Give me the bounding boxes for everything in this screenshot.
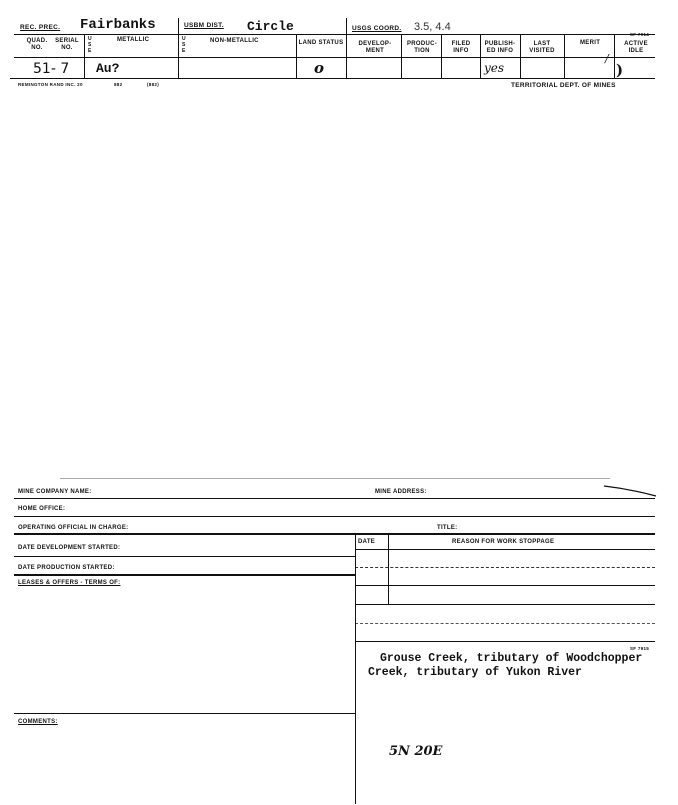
title-label: TITLE: bbox=[437, 525, 458, 531]
serial-no-header: SERIAL NO. bbox=[55, 38, 79, 51]
print-code-2: (882) bbox=[147, 82, 160, 87]
usgs-coord-value: 3.5, 4.4 bbox=[414, 21, 451, 33]
operating-official-label: OPERATING OFFICIAL IN CHARGE: bbox=[18, 525, 129, 531]
divider bbox=[401, 34, 402, 78]
rule bbox=[14, 498, 655, 499]
merit-value: / bbox=[605, 52, 609, 65]
rule bbox=[355, 567, 655, 568]
printer-credit: REMINGTON RAND INC. 20 bbox=[18, 82, 83, 87]
rule bbox=[14, 516, 655, 517]
divider bbox=[84, 34, 85, 78]
rule bbox=[355, 604, 655, 605]
use-metallic-header: U S E bbox=[88, 36, 92, 54]
production-started-label: DATE PRODUCTION STARTED: bbox=[18, 565, 115, 571]
rule bbox=[14, 574, 355, 576]
last-visited-header: LAST VISITED bbox=[529, 41, 555, 54]
form-number: SF 7914 bbox=[630, 32, 650, 37]
divider bbox=[388, 534, 389, 604]
land-status-header: LAND STATUS bbox=[298, 40, 344, 46]
divider bbox=[614, 34, 615, 78]
print-code: 882 bbox=[114, 82, 123, 87]
divider bbox=[178, 18, 179, 78]
use-nonmetallic-header: U S E bbox=[182, 36, 186, 54]
land-status-value: o bbox=[314, 59, 325, 77]
usgs-coord-label: USGS COORD. bbox=[352, 25, 402, 32]
rule bbox=[14, 34, 655, 35]
merit-header: MERIT bbox=[580, 40, 601, 46]
township-range-note: 5N 20E bbox=[389, 744, 443, 759]
quad-no-header: QUAD. NO. bbox=[26, 38, 48, 51]
published-info-header: PUBLISH- ED INFO bbox=[484, 41, 516, 54]
rule bbox=[14, 713, 355, 714]
rule bbox=[14, 556, 355, 557]
mine-company-label: MINE COMPANY NAME: bbox=[18, 489, 92, 495]
rec-prec-value: Fairbanks bbox=[80, 17, 156, 33]
reason-column-label: REASON FOR WORK STOPPAGE bbox=[452, 539, 555, 545]
location-line-1: Grouse Creek, tributary of Woodchopper bbox=[380, 652, 643, 665]
rule bbox=[355, 585, 655, 586]
date-column-label: DATE bbox=[358, 539, 376, 545]
rec-prec-label: REC. PREC. bbox=[20, 24, 61, 31]
rule bbox=[355, 623, 655, 624]
mine-address-label: MINE ADDRESS: bbox=[375, 489, 427, 495]
pen-stroke-icon bbox=[600, 480, 660, 500]
form-number-2: SF 7915 bbox=[630, 646, 650, 651]
active-idle-header: ACTIVE IDLE bbox=[624, 41, 648, 54]
issuer-name: TERRITORIAL DEPT. OF MINES bbox=[511, 82, 616, 89]
metallic-header: METALLIC bbox=[117, 37, 150, 43]
non-metallic-header: NON-METALLIC bbox=[210, 38, 259, 44]
published-info-value: yes bbox=[484, 61, 505, 75]
rule bbox=[10, 78, 655, 79]
production-header: PRODUC- TION bbox=[406, 41, 438, 54]
divider bbox=[480, 34, 481, 78]
filed-info-header: FILED INFO bbox=[451, 41, 471, 54]
leases-label: LEASES & OFFERS - TERMS OF: bbox=[18, 580, 121, 586]
divider bbox=[520, 34, 521, 78]
rule bbox=[355, 641, 655, 642]
development-header: DEVELOP- MENT bbox=[358, 41, 392, 54]
development-started-label: DATE DEVELOPMENT STARTED: bbox=[18, 545, 121, 551]
location-line-2: Creek, tributary of Yukon River bbox=[368, 666, 582, 679]
rule bbox=[60, 478, 610, 479]
rule bbox=[14, 533, 655, 535]
usbm-dist-value: Circle bbox=[247, 19, 294, 34]
metallic-value: Au? bbox=[96, 61, 120, 76]
active-idle-value: ) bbox=[616, 61, 624, 79]
divider bbox=[296, 34, 297, 78]
rule bbox=[355, 549, 655, 550]
quad-serial-value: 51- 7 bbox=[33, 61, 70, 77]
divider bbox=[441, 34, 442, 78]
home-office-label: HOME OFFICE: bbox=[18, 506, 66, 512]
divider bbox=[355, 534, 356, 804]
rule bbox=[14, 57, 655, 58]
comments-label: COMMENTS: bbox=[18, 719, 58, 725]
divider bbox=[564, 34, 565, 78]
usbm-dist-label: USBM DIST. bbox=[184, 22, 224, 29]
divider bbox=[346, 18, 347, 78]
